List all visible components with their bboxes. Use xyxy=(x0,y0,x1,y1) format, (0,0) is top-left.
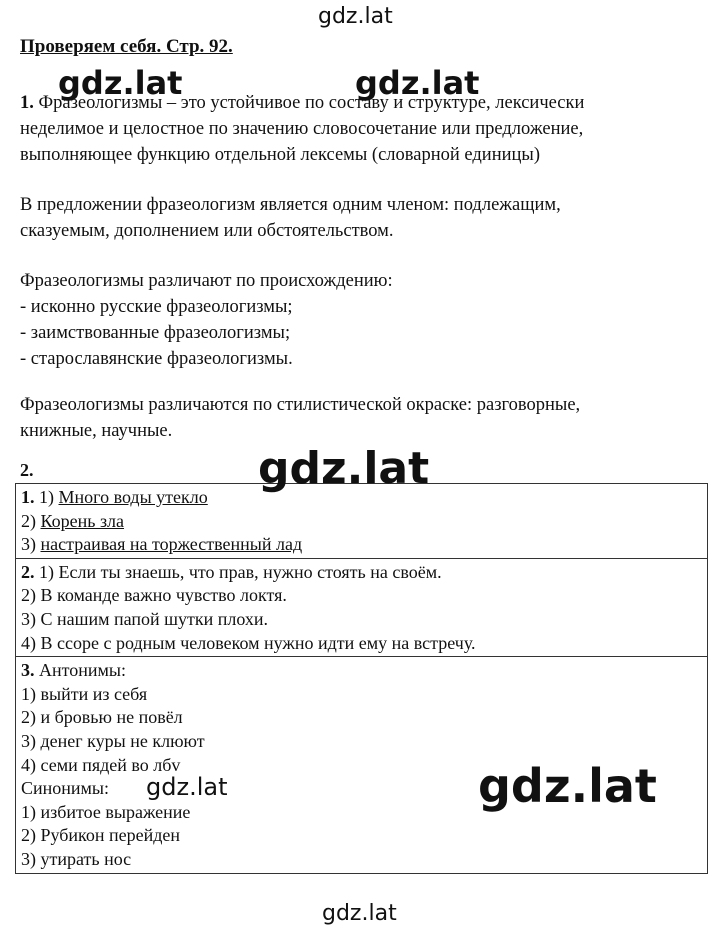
definition-paragraph xyxy=(20,90,700,168)
answer-row xyxy=(21,561,702,585)
answer-row: 1) выйти из себя xyxy=(21,683,148,704)
answer-row: 2) Рубикон перейден xyxy=(21,825,181,846)
answer-row xyxy=(21,659,702,683)
page-heading: Проверяем себя. Стр. 92. xyxy=(20,36,233,57)
watermark-right: gdz.lat xyxy=(355,64,480,102)
synonyms-label: Синонимы: xyxy=(21,778,110,799)
item-prefix: 1) xyxy=(34,487,59,507)
item-prefix: 2) xyxy=(21,510,41,531)
question-number-2: 2. xyxy=(20,460,34,480)
phrase-text: 1) Если ты знаешь, что прав, нужно стоять на своём. xyxy=(34,561,442,582)
sentence-role-paragraph xyxy=(20,192,700,244)
phrase-text: Антонимы: xyxy=(34,660,127,681)
answer-row: 3) утирать нос xyxy=(21,848,132,869)
watermark-center: gdz.lat xyxy=(258,443,430,494)
origin-line-4: - старославянские фразеологизмы. xyxy=(20,349,293,369)
answer-row: 3) денег куры не клюют xyxy=(21,730,205,751)
answer-row xyxy=(21,510,702,534)
definition-line-2: неделимое и целостное по значению словосочетание или предложение, xyxy=(20,119,584,139)
answer-row: 4) В ссоре с родным человеком нужно идти ему на встречу. xyxy=(21,632,476,653)
block-number: 3. xyxy=(21,660,35,681)
definition-line-3: выполняющее функцию отдельной лексемы (словарной единицы) xyxy=(20,145,540,165)
watermark-large: gdz.lat xyxy=(478,759,657,813)
answer-row: 4) семи пядей во лбv xyxy=(21,754,181,775)
watermark-left: gdz.lat xyxy=(58,64,183,102)
style-line-1: Фразеологизмы различаются по стилистической окраске: разговорные, xyxy=(20,395,581,415)
phrase-text: настраивая на торжественный лад xyxy=(40,534,303,555)
origin-paragraph xyxy=(20,268,700,372)
answer-block-1 xyxy=(16,484,707,559)
block-number: 2. xyxy=(21,561,35,582)
origin-line-3: - заимствованные фразеологизмы; xyxy=(20,323,291,343)
watermark-bottom: gdz.lat xyxy=(322,901,397,926)
item-prefix: 3) xyxy=(21,534,41,555)
definition-line-1: Фразеологизмы – это устойчивое по составу и структуре, лексически xyxy=(33,93,585,113)
watermark-top: gdz.lat xyxy=(318,4,393,29)
origin-line-1: Фразеологизмы различают по происхождению: xyxy=(20,271,393,291)
answers-table xyxy=(15,483,708,874)
phrase-text: Много воды утекло xyxy=(58,487,208,507)
answer-row xyxy=(21,533,702,557)
answer-row: 2) В команде важно чувство локтя. xyxy=(21,585,287,606)
answer-block-2 xyxy=(16,559,707,657)
answer-row: 1) избитое выражение xyxy=(21,801,191,822)
style-line-2: книжные, научные. xyxy=(20,421,173,441)
answer-row: 3) С нашим папой шутки плохи. xyxy=(21,608,269,629)
answer-row: 2) и бровью не повёл xyxy=(21,707,183,728)
block-number: 1. xyxy=(21,487,35,507)
style-paragraph xyxy=(20,392,700,444)
origin-line-2: - исконно русские фразеологизмы; xyxy=(20,297,293,317)
sentence-role-line-1: В предложении фразеологизм является одним членом: подлежащим, xyxy=(20,195,561,215)
phrase-text: Корень зла xyxy=(40,510,125,531)
question-number-1: 1. xyxy=(20,93,34,113)
watermark-small: gdz.lat xyxy=(146,773,228,801)
sentence-role-line-2: сказуемым, дополнением или обстоятельством. xyxy=(20,221,394,241)
